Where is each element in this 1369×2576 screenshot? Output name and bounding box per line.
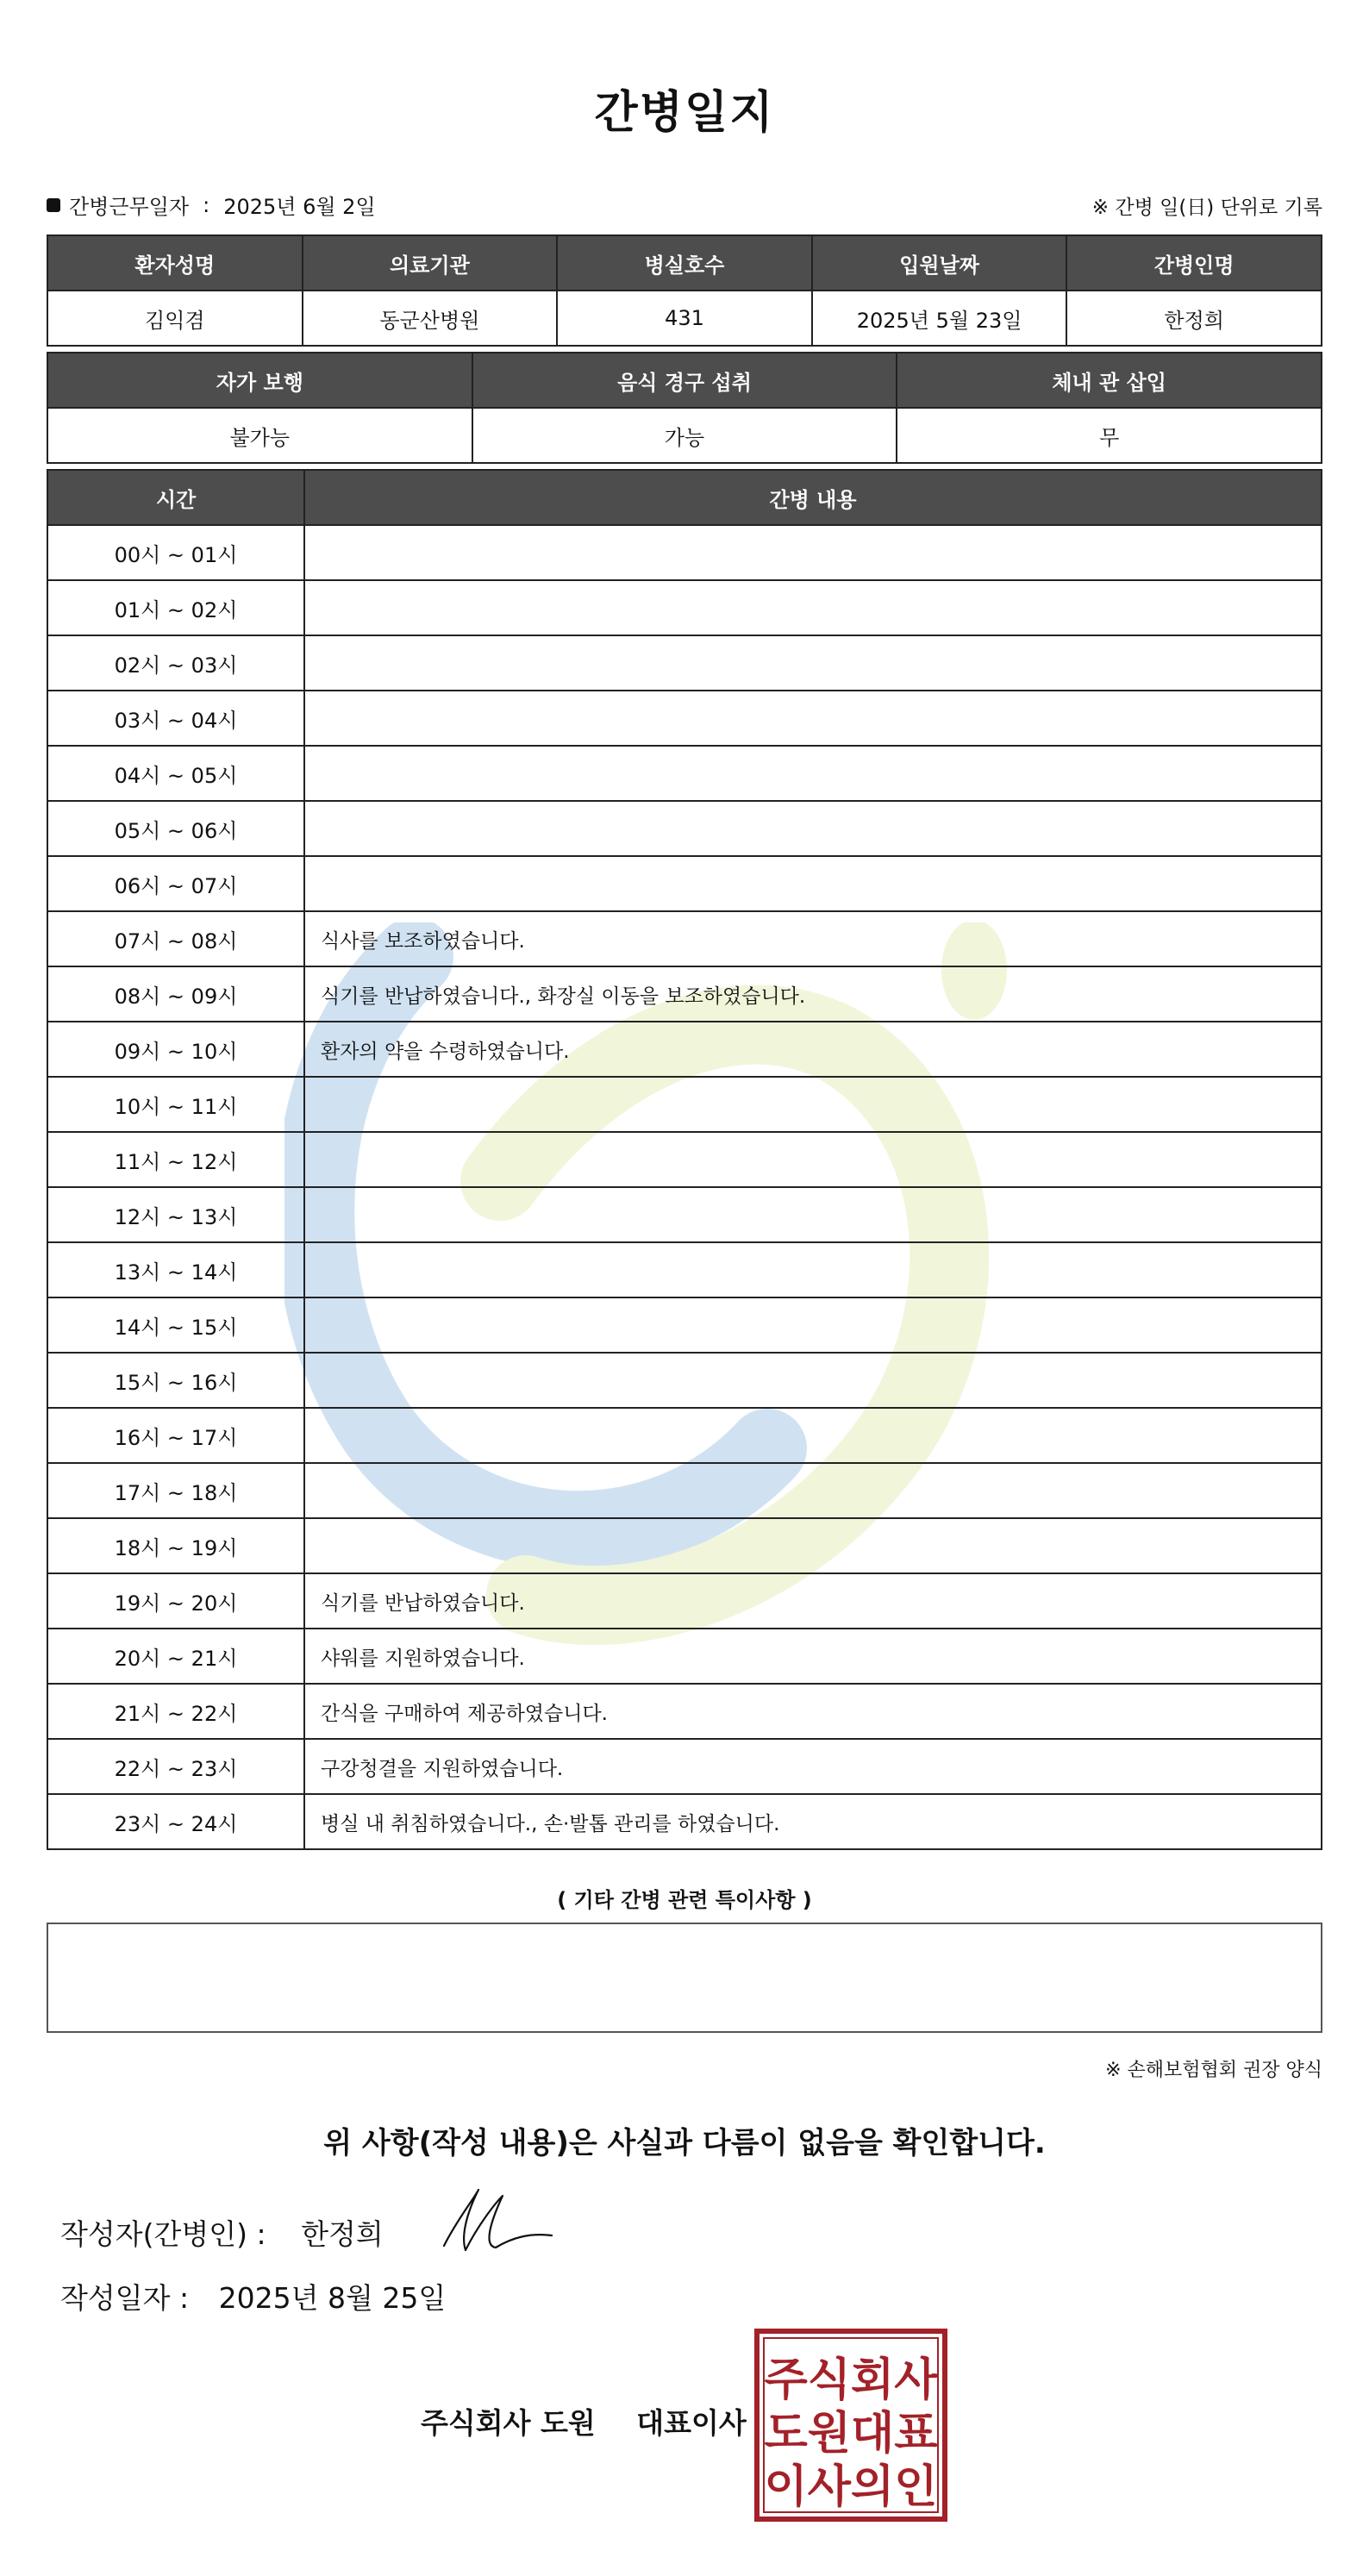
log-time: 19시 ~ 20시 — [47, 1573, 304, 1629]
remarks-box — [47, 1923, 1322, 2033]
log-content — [304, 1463, 1322, 1518]
log-row — [47, 801, 1322, 856]
log-content — [304, 580, 1322, 635]
unit-note: ※ 간병 일(日) 단위로 기록 — [1091, 197, 1322, 219]
info-patient-name: 김익겸 — [47, 291, 303, 346]
log-content — [304, 1242, 1322, 1297]
log-content — [304, 1353, 1322, 1408]
status-header-tube: 체내 관 삽입 — [897, 353, 1322, 408]
log-header-content: 간병 내용 — [304, 470, 1322, 525]
log-row — [47, 1242, 1322, 1297]
log-row — [47, 691, 1322, 746]
association-note: ※ 손해보험협회 권장 양식 — [1105, 2060, 1322, 2081]
log-time: 08시 ~ 09시 — [47, 966, 304, 1022]
status-oral-intake: 가능 — [472, 408, 897, 463]
log-content — [304, 635, 1322, 691]
log-row — [47, 1684, 1322, 1739]
patient-status-table — [47, 352, 1322, 464]
log-row — [47, 1739, 1322, 1794]
log-row — [47, 1022, 1322, 1077]
log-time: 04시 ~ 05시 — [47, 746, 304, 801]
log-time: 06시 ~ 07시 — [47, 856, 304, 911]
log-row — [47, 856, 1322, 911]
log-time: 07시 ~ 08시 — [47, 911, 304, 966]
log-content — [304, 1077, 1322, 1132]
log-time: 13시 ~ 14시 — [47, 1242, 304, 1297]
log-row — [47, 966, 1322, 1022]
write-date-row — [60, 2276, 446, 2317]
seal-line-2: 도원대표 — [764, 2408, 938, 2460]
company-ceo-title: 대표이사 — [636, 2406, 747, 2440]
log-time: 05시 ~ 06시 — [47, 801, 304, 856]
log-content — [304, 1408, 1322, 1463]
log-content: 병실 내 취침하였습니다., 손·발톱 관리를 하였습니다. — [304, 1794, 1322, 1849]
log-content: 샤워를 지원하였습니다. — [304, 1629, 1322, 1684]
log-content — [304, 691, 1322, 746]
log-row — [47, 1077, 1322, 1132]
log-time: 21시 ~ 22시 — [47, 1684, 304, 1739]
log-time: 15시 ~ 16시 — [47, 1353, 304, 1408]
log-time: 12시 ~ 13시 — [47, 1187, 304, 1242]
log-header-time: 시간 — [47, 470, 304, 525]
log-row — [47, 911, 1322, 966]
work-date-value: 2025년 6월 2일 — [223, 195, 376, 219]
log-content — [304, 856, 1322, 911]
log-time: 17시 ~ 18시 — [47, 1463, 304, 1518]
log-content: 식기를 반납하였습니다. — [304, 1573, 1322, 1629]
log-row — [47, 525, 1322, 580]
writer-name: 한정희 — [301, 2217, 384, 2251]
bullet-square-icon — [47, 198, 60, 212]
remarks-title: ( 기타 간병 관련 특이사항 ) — [557, 1888, 812, 1912]
log-row — [47, 1408, 1322, 1463]
seal-line-1: 주식회사 — [764, 2354, 938, 2406]
handwritten-signature — [435, 2185, 556, 2263]
write-date-value: 2025년 8월 25일 — [218, 2281, 447, 2315]
log-time: 00시 ~ 01시 — [47, 525, 304, 580]
log-content — [304, 801, 1322, 856]
writer-label: 작성자(간병인) : — [60, 2217, 266, 2251]
info-admission-date: 2025년 5월 23일 — [812, 291, 1067, 346]
company-seal-stamp — [753, 2328, 948, 2523]
log-time: 01시 ~ 02시 — [47, 580, 304, 635]
log-content: 환자의 약을 수령하였습니다. — [304, 1022, 1322, 1077]
log-content: 식기를 반납하였습니다., 화장실 이동을 보조하였습니다. — [304, 966, 1322, 1022]
log-row — [47, 635, 1322, 691]
info-caregiver-name: 한정희 — [1066, 291, 1322, 346]
info-header-room: 병실호수 — [557, 235, 812, 291]
writer-row — [60, 2212, 384, 2253]
log-time: 11시 ~ 12시 — [47, 1132, 304, 1187]
log-row — [47, 1132, 1322, 1187]
log-content — [304, 525, 1322, 580]
log-content: 식사를 보조하였습니다. — [304, 911, 1322, 966]
log-row — [47, 1187, 1322, 1242]
page-title: 간병일지 — [594, 87, 775, 139]
work-date-row — [47, 190, 376, 220]
log-row — [47, 580, 1322, 635]
log-time: 18시 ~ 19시 — [47, 1518, 304, 1573]
log-time: 10시 ~ 11시 — [47, 1077, 304, 1132]
log-row — [47, 1297, 1322, 1353]
care-log-rows — [47, 525, 1322, 1849]
log-row — [47, 1463, 1322, 1518]
care-log-table — [47, 469, 1322, 1850]
status-walking: 불가능 — [47, 408, 472, 463]
info-hospital: 동군산병원 — [303, 291, 558, 346]
log-time: 20시 ~ 21시 — [47, 1629, 304, 1684]
status-tube: 무 — [897, 408, 1322, 463]
log-content — [304, 1518, 1322, 1573]
patient-info-table — [47, 234, 1322, 347]
confirmation-statement: 위 사항(작성 내용)은 사실과 다름이 없음을 확인합니다. — [323, 2126, 1046, 2160]
log-content: 구강청결을 지원하였습니다. — [304, 1739, 1322, 1794]
log-row — [47, 1353, 1322, 1408]
info-header-hospital: 의료기관 — [303, 235, 558, 291]
log-time: 22시 ~ 23시 — [47, 1739, 304, 1794]
status-header-walking: 자가 보행 — [47, 353, 472, 408]
log-row — [47, 1573, 1322, 1629]
log-content: 간식을 구매하여 제공하였습니다. — [304, 1684, 1322, 1739]
seal-line-3: 이사의인 — [764, 2461, 938, 2513]
work-date-label: 간병근무일자 — [69, 195, 190, 219]
info-room-number: 431 — [557, 291, 812, 346]
log-time: 02시 ~ 03시 — [47, 635, 304, 691]
log-time: 09시 ~ 10시 — [47, 1022, 304, 1077]
log-time: 16시 ~ 17시 — [47, 1408, 304, 1463]
log-row — [47, 1794, 1322, 1849]
company-name: 주식회사 도원 — [421, 2406, 596, 2440]
info-header-patient: 환자성명 — [47, 235, 303, 291]
log-content — [304, 746, 1322, 801]
log-time: 03시 ~ 04시 — [47, 691, 304, 746]
log-content — [304, 1187, 1322, 1242]
log-row — [47, 1629, 1322, 1684]
log-time: 14시 ~ 15시 — [47, 1297, 304, 1353]
write-date-label: 작성일자 : — [60, 2281, 190, 2315]
info-header-caregiver: 간병인명 — [1066, 235, 1322, 291]
status-header-oral-intake: 음식 경구 섭취 — [472, 353, 897, 408]
company-row — [421, 2401, 747, 2442]
log-row — [47, 746, 1322, 801]
log-content — [304, 1297, 1322, 1353]
work-date-separator: : — [203, 192, 210, 217]
log-row — [47, 1518, 1322, 1573]
info-header-admission: 입원날짜 — [812, 235, 1067, 291]
log-time: 23시 ~ 24시 — [47, 1794, 304, 1849]
log-content — [304, 1132, 1322, 1187]
